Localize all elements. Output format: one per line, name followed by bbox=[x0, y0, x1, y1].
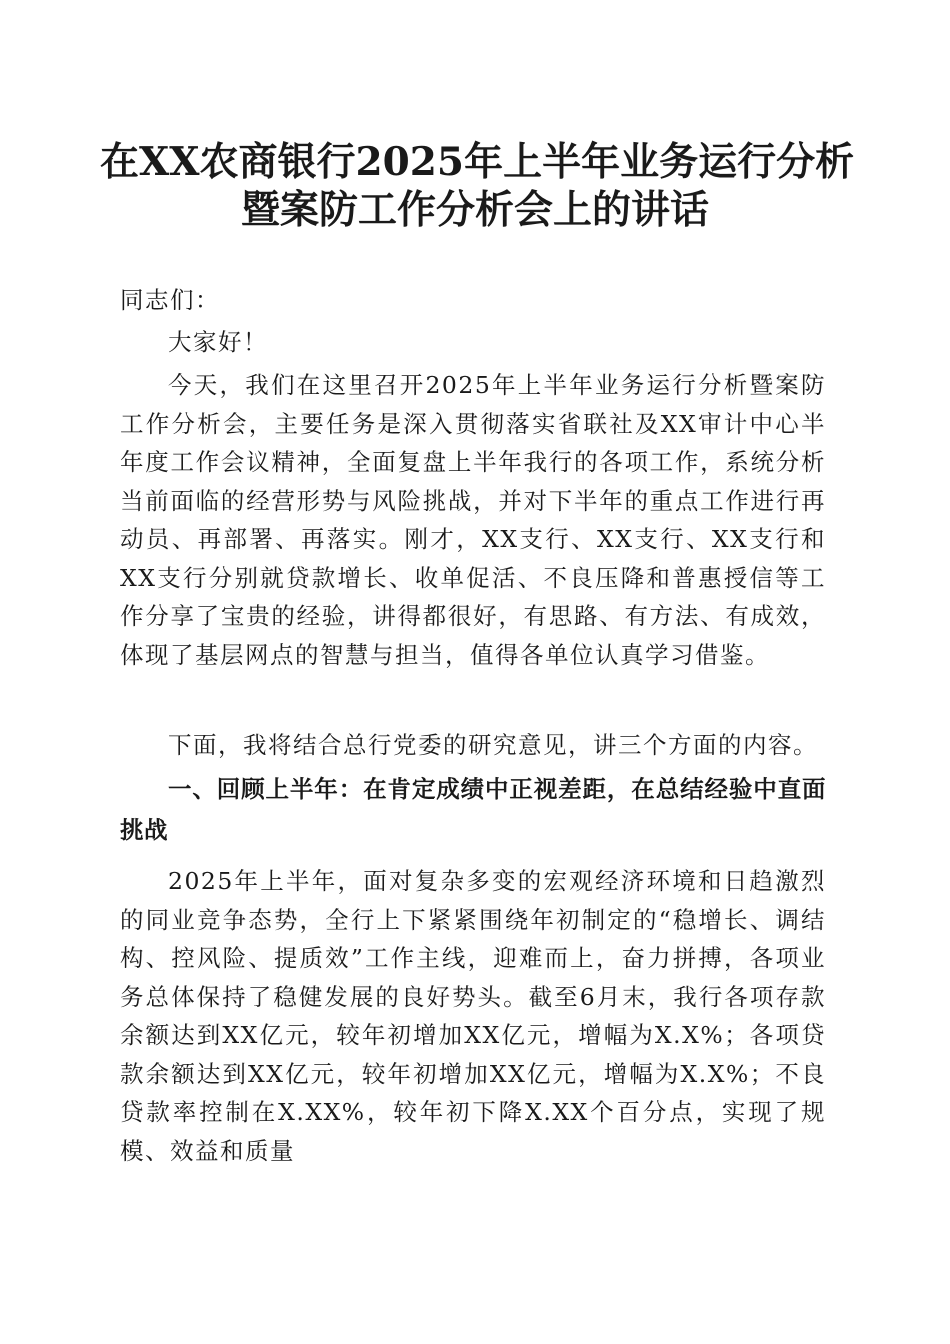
paragraph-review: 2025年上半年，面对复杂多变的宏观经济环境和日趋激烈的同业竞争态势，全行上下紧紧围绕年初制定的“稳增长、调结构、控风险、提质效”工作主线，迎难而上，奋力拼搏，各项业务总体保持了稳健发展的良好势头。截至6月末，我行各项存款余额达到XX亿元，较年初增加XX亿元，增幅为X.X%；各项贷款余额达到XX亿元，较年初增加XX亿元，增幅为X.X%；不良贷款率控制在X.XX%，较年初下降X.XX个百分点，实现了规模、效益和质量 bbox=[120, 867, 826, 1165]
greeting: 大家好！ bbox=[168, 328, 268, 356]
document-title-line-2: 暨案防工作分析会上的讲话 bbox=[240, 187, 709, 233]
section-heading-1: 一、回顾上半年：在肯定成绩中正视差距，在总结经验中直面挑战 bbox=[120, 775, 826, 844]
document-title-line-1: 在XX农商银行2025年上半年业务运行分析 bbox=[100, 139, 855, 185]
paragraph-introduction: 今天，我们在这里召开2025年上半年业务运行分析暨案防工作分析会，主要任务是深入贯彻落实省联社及XX审计中心半年度工作会议精神，全面复盘上半年我行的各项工作，系统分析当前面临的经营形势与风险挑战，并对下半年的重点工作进行再动员、再部署、再落实。刚才，XX支行、XX支行、XX支行和XX支行分别就贷款增长、收单促活、不良压降和普惠授信等工作分享了宝贵的经验，讲得都很好，有思路、有方法、有成效，体现了基层网点的智慧与担当，值得各单位认真学习借鉴。 bbox=[120, 371, 826, 669]
salutation: 同志们： bbox=[120, 286, 220, 314]
paragraph-outline: 下面，我将结合总行党委的研究意见，讲三个方面的内容。 bbox=[168, 731, 818, 759]
